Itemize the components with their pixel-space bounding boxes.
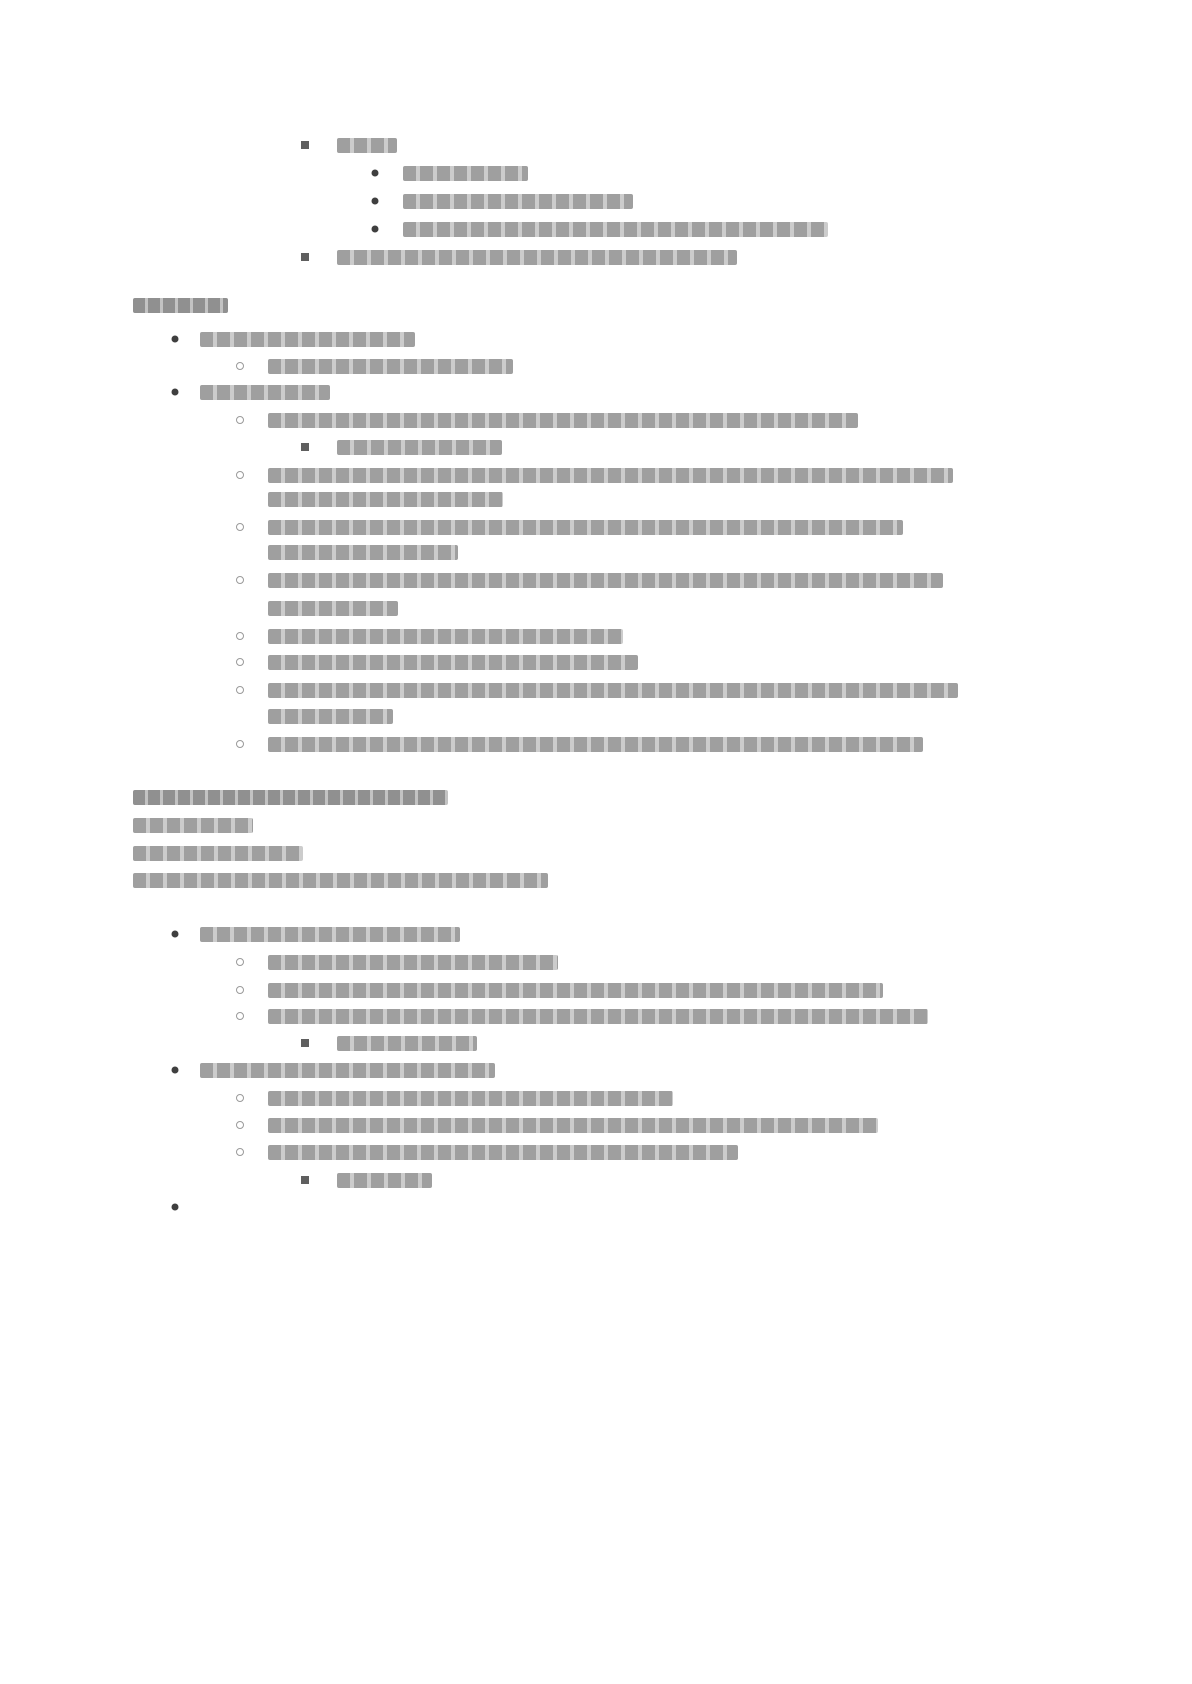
list-item: [0, 593, 1192, 623]
square-bullet-icon: [301, 141, 309, 149]
illegible-text-placeholder: [268, 1118, 878, 1133]
disc-bullet-icon: [372, 226, 379, 233]
list-item: [0, 865, 1192, 895]
list-item: [0, 405, 1192, 435]
disc-bullet-icon: [172, 336, 179, 343]
square-bullet-icon: [301, 1176, 309, 1184]
circle-bullet-icon: [236, 1012, 244, 1020]
illegible-text-placeholder: [133, 846, 303, 861]
illegible-text-placeholder: [337, 138, 397, 153]
illegible-text-placeholder: [268, 413, 858, 428]
list-item: [0, 1165, 1192, 1195]
illegible-text-placeholder: [268, 709, 393, 724]
list-item: [0, 537, 1192, 567]
illegible-text-placeholder: [403, 222, 828, 237]
illegible-text-placeholder: [133, 873, 548, 888]
illegible-text-placeholder: [268, 655, 638, 670]
list-item: [0, 242, 1192, 272]
square-bullet-icon: [301, 1039, 309, 1047]
circle-bullet-icon: [236, 576, 244, 584]
list-item: [0, 324, 1192, 354]
disc-bullet-icon: [172, 1067, 179, 1074]
circle-bullet-icon: [236, 686, 244, 694]
illegible-text-placeholder: [268, 492, 503, 507]
list-item: [0, 186, 1192, 216]
disc-bullet-icon: [372, 198, 379, 205]
illegible-text-placeholder: [268, 983, 883, 998]
list-item: [0, 647, 1192, 677]
illegible-text-placeholder: [268, 955, 558, 970]
list-item: [0, 1083, 1192, 1113]
illegible-text-placeholder: [337, 250, 737, 265]
illegible-text-placeholder: [268, 359, 513, 374]
circle-bullet-icon: [236, 1121, 244, 1129]
section-heading: [0, 782, 1192, 812]
illegible-text-placeholder: [268, 1091, 673, 1106]
circle-bullet-icon: [236, 958, 244, 966]
illegible-text-placeholder: [268, 1009, 928, 1024]
circle-bullet-icon: [236, 362, 244, 370]
list-item: [0, 1192, 1192, 1222]
list-item: [0, 432, 1192, 462]
circle-bullet-icon: [236, 740, 244, 748]
illegible-text-placeholder: [268, 573, 943, 588]
list-item: [0, 484, 1192, 514]
illegible-text-placeholder: [268, 468, 953, 483]
square-bullet-icon: [301, 253, 309, 261]
square-bullet-icon: [301, 443, 309, 451]
circle-bullet-icon: [236, 523, 244, 531]
illegible-text-placeholder: [133, 818, 253, 833]
circle-bullet-icon: [236, 658, 244, 666]
list-item: [0, 729, 1192, 759]
circle-bullet-icon: [236, 1148, 244, 1156]
circle-bullet-icon: [236, 632, 244, 640]
disc-bullet-icon: [172, 1204, 179, 1211]
list-item: [0, 130, 1192, 160]
circle-bullet-icon: [236, 416, 244, 424]
illegible-text-placeholder: [403, 194, 633, 209]
list-item: [0, 947, 1192, 977]
illegible-text-placeholder: [200, 385, 330, 400]
illegible-text-placeholder: [268, 1145, 738, 1160]
list-item: [0, 701, 1192, 731]
illegible-text-placeholder: [133, 790, 448, 805]
disc-bullet-icon: [172, 931, 179, 938]
list-item: [0, 1001, 1192, 1031]
illegible-text-placeholder: [268, 737, 923, 752]
illegible-text-placeholder: [133, 298, 228, 313]
illegible-text-placeholder: [268, 520, 903, 535]
illegible-text-placeholder: [268, 601, 398, 616]
disc-bullet-icon: [372, 170, 379, 177]
illegible-text-placeholder: [403, 166, 528, 181]
illegible-text-placeholder: [200, 1063, 495, 1078]
list-item: [0, 919, 1192, 949]
illegible-text-placeholder: [337, 1036, 477, 1051]
list-item: [0, 214, 1192, 244]
list-item: [0, 158, 1192, 188]
list-item: [0, 565, 1192, 595]
list-item: [0, 1055, 1192, 1085]
list-item: [0, 1110, 1192, 1140]
illegible-text-placeholder: [268, 683, 958, 698]
list-item: [0, 838, 1192, 868]
circle-bullet-icon: [236, 471, 244, 479]
circle-bullet-icon: [236, 1094, 244, 1102]
illegible-text-placeholder: [337, 440, 502, 455]
list-item: [0, 810, 1192, 840]
list-item: [0, 377, 1192, 407]
illegible-text-placeholder: [200, 927, 460, 942]
list-item: [0, 1137, 1192, 1167]
illegible-text-placeholder: [337, 1173, 432, 1188]
illegible-text-placeholder: [268, 629, 623, 644]
list-item: [0, 1028, 1192, 1058]
illegible-text-placeholder: [200, 332, 415, 347]
disc-bullet-icon: [172, 389, 179, 396]
section-heading: [0, 290, 1192, 320]
illegible-text-placeholder: [268, 545, 458, 560]
circle-bullet-icon: [236, 986, 244, 994]
